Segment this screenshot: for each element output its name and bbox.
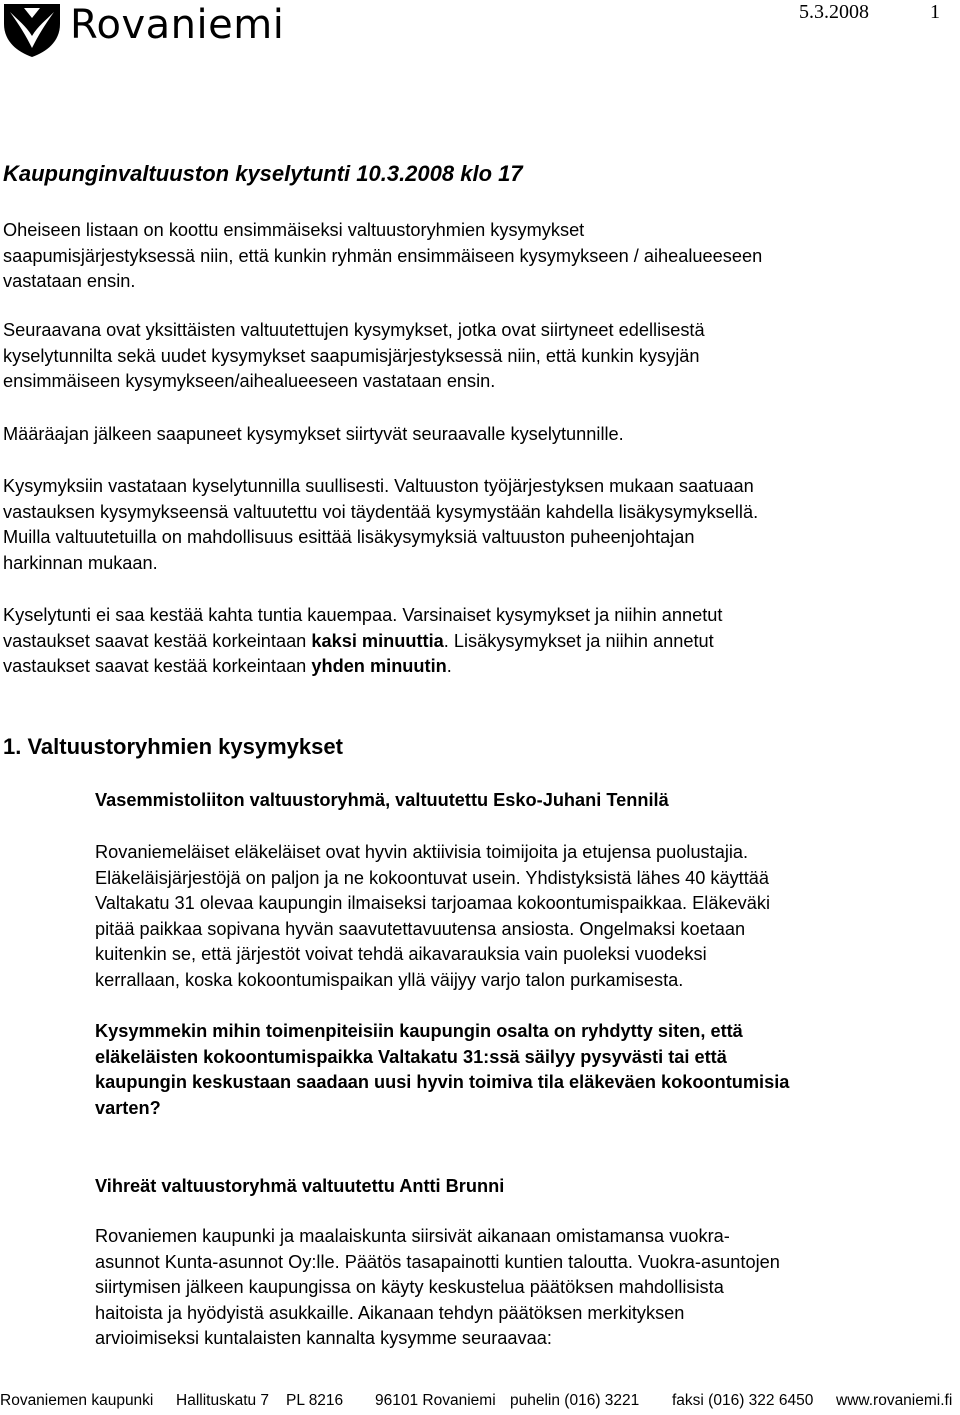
text-line: varten? <box>95 1097 161 1118</box>
group-body <box>95 1224 958 1352</box>
intro-paragraph-1 <box>3 218 958 295</box>
text-line: Rovaniemen kaupunki ja maalaiskunta siirsivät aikanaan omistamansa vuokra- <box>95 1226 730 1246</box>
emphasis-duration: yhden minuutin <box>311 656 447 677</box>
logo-wordmark: Rovaniemi <box>70 2 285 48</box>
footer-street: Hallituskatu 7 <box>176 1392 270 1409</box>
text-line: kuitenkin se, että järjestöt voivat tehdä aikavarauksia vain puoleksi vuodeksi <box>95 944 707 965</box>
rovaniemi-logo <box>0 0 300 60</box>
text-line: pitää paikkaa sopivana hyvän saavutettavuutensa ansiosta. Ongelmaksi koetaan <box>95 918 746 939</box>
text-line: Rovaniemeläiset eläkeläiset ovat hyvin aktiivisia toimijoita ja etujensa puolustajia. <box>95 842 749 862</box>
footer-pobox: PL 8216 <box>286 1392 344 1409</box>
text-run: . <box>446 656 452 677</box>
text-line: harkinnan mukaan. <box>3 552 158 573</box>
page-number: 1 <box>930 1 940 23</box>
text-line: Kysymmekin mihin toimenpiteisiin kaupungin osalta on ryhdytty siten, että <box>95 1021 743 1041</box>
rovaniemi-crest-icon <box>2 2 62 58</box>
section-heading: 1. Valtuustoryhmien kysymykset <box>3 734 343 759</box>
text-line: Kysymyksiin vastataan kyselytunnilla suullisesti. Valtuuston työjärjestyksen mukaan saatuaan <box>3 476 754 496</box>
text-line: Kyselytunti ei saa kestää kahta tuntia kauempaa. Varsinaiset kysymykset ja niihin annetut <box>3 605 723 625</box>
text-line <box>3 629 958 655</box>
text-line: ensimmäiseen kysymykseen/aihealueeseen vastataan ensin. <box>3 371 496 392</box>
text-line: haitoista ja hyödyistä asukkaille. Aikanaan tehdyn päätöksen merkityksen <box>95 1302 685 1323</box>
footer-phone: puhelin (016) 3221 <box>510 1392 640 1409</box>
group-body <box>95 840 958 994</box>
document-title: Kaupunginvaltuuston kyselytunti 10.3.2008 klo 17 <box>3 161 523 186</box>
footer-website: www.rovaniemi.fi <box>836 1392 953 1409</box>
footer-postal: 96101 Rovaniemi <box>375 1392 496 1409</box>
group-question <box>95 1019 958 1121</box>
text-line: Muilla valtuutetuilla on mahdollisuus esittää lisäkysymyksiä valtuuston puheenjohtajan <box>3 527 695 548</box>
text-line: Valtakatu 31 olevaa kaupungin ilmaiseksi tarjoamaa kokoontumispaikkaa. Eläkeväki <box>95 893 770 914</box>
text-line: vastauksen kysymykseensä valtuutettu voi täydentää kysymystään kahdella lisäkysymyksellä. <box>3 501 759 522</box>
page-footer <box>0 1390 960 1415</box>
text-line: Seuraavana ovat yksittäisten valtuutettujen kysymykset, jotka ovat siirtyneet edellisestä <box>3 320 705 340</box>
emphasis-duration: kaksi minuuttia <box>311 630 444 651</box>
intro-paragraph-2 <box>3 318 958 395</box>
header-date: 5.3.2008 <box>799 1 869 23</box>
text-run: vastaukset saavat kestää korkeintaan <box>3 656 312 677</box>
text-line: kerrallaan, koska kokoontumispaikan yllä väijyy varjo talon purkamisesta. <box>95 969 684 990</box>
footer-org: Rovaniemen kaupunki <box>0 1392 154 1409</box>
text-line: eläkeläisten kokoontumispaikka Valtakatu 31:ssä säilyy pysyvästi tai että <box>95 1046 727 1067</box>
group-heading: Vasemmistoliiton valtuustoryhmä, valtuutettu Esko-Juhani Tennilä <box>95 790 669 810</box>
intro-paragraph-3: Määräajan jälkeen saapuneet kysymykset siirtyvät seuraavalle kyselytunnille. <box>3 424 624 444</box>
footer-fax: faksi (016) 322 6450 <box>672 1392 814 1409</box>
text-line <box>3 654 958 680</box>
text-line: kaupungin keskustaan saadaan uusi hyvin toimiva tila eläkeväen kokoontumisia <box>95 1072 790 1093</box>
text-line: saapumisjärjestyksessä niin, että kunkin ryhmän ensimmäiseen kysymykseen / aihealueeseen <box>3 245 763 266</box>
intro-paragraph-5 <box>3 603 958 680</box>
text-line: kyselytunnilta sekä uudet kysymykset saapumisjärjestyksessä niin, että kunkin kysyjän <box>3 345 700 366</box>
text-line: vastataan ensin. <box>3 271 136 292</box>
text-run: . Lisäkysymykset ja niihin annetut <box>443 630 714 651</box>
text-line: Eläkeläisjärjestöjä on paljon ja ne kokoontuvat usein. Yhdistyksistä lähes 40 käyttää <box>95 867 770 888</box>
group-heading: Vihreät valtuustoryhmä valtuutettu Antti Brunni <box>95 1176 505 1196</box>
text-line: arvioimiseksi kuntalaisten kannalta kysymme seuraavaa: <box>95 1328 552 1349</box>
text-run: vastaukset saavat kestää korkeintaan <box>3 630 312 651</box>
text-line: asunnot Kunta-asunnot Oy:lle. Päätös tasapainotti kuntien taloutta. Vuokra-asuntojen <box>95 1251 780 1272</box>
text-line: siirtymisen jälkeen kaupungissa on käyty keskustelua päätöksen mahdollisista <box>95 1277 724 1298</box>
text-line: Oheiseen listaan on koottu ensimmäiseksi valtuustoryhmien kysymykset <box>3 220 585 240</box>
intro-paragraph-4 <box>3 474 958 576</box>
